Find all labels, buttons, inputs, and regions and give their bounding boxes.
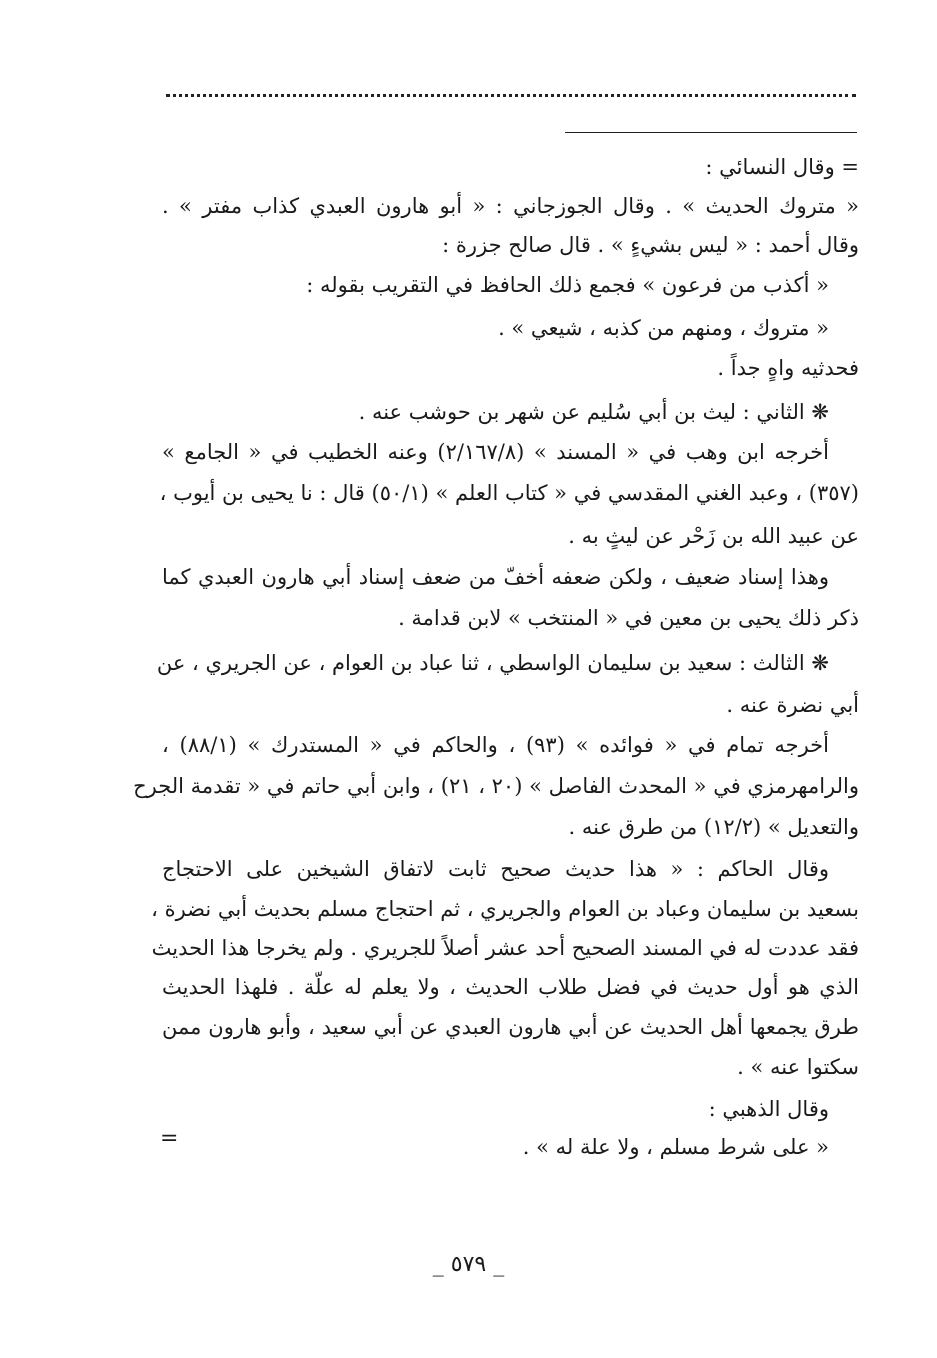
text-line: « متروك الحديث » . وقال الجوزجاني : « أبو هارون العبدي كذاب مفتر » . — [162, 194, 859, 218]
text-line: وقال الذهبي : — [708, 1097, 829, 1121]
text-line: سكتوا عنه » . — [737, 1055, 859, 1079]
text-line: ❋ الثالث : سعيد بن سليمان الواسطي ، ثنا عباد بن العوام ، عن الجريري ، عن — [156, 651, 829, 675]
text-line: (٣٥٧) ، وعبد الغني المقدسي في « كتاب العلم » (٥٠/١) قال : نا يحيى بن أيوب ، — [159, 481, 859, 505]
dotted-separator — [166, 80, 856, 97]
text-line: « أكذب من فرعون » فجمع ذلك الحافظ في التقريب بقوله : — [306, 273, 829, 297]
text-line: « متروك ، ومنهم من كذبه ، شيعي » . — [498, 316, 829, 340]
page-number: _ ٥٧٩ _ — [432, 1252, 505, 1277]
text-line: والرامهرمزي في « المحدث الفاصل » (٢٠ ، ٢١) ، وابن أبي حاتم في « تقدمة الجرح — [133, 774, 859, 798]
text-line: والتعديل » (١٢/٢) من طرق عنه . — [568, 815, 859, 839]
text-line: « على شرط مسلم ، ولا علة له » . — [522, 1135, 829, 1159]
text-line: وقال أحمد : « ليس بشيءٍ » . قال صالح جزرة : — [442, 233, 859, 257]
text-line: فحدثيه واهٍ جداً . — [717, 356, 859, 380]
text-line: الذي هو أول حديث في فضل طلاب الحديث ، ولا يعلم له علّة . فلهذا الحديث — [162, 975, 859, 999]
text-line: فقد عددت له في المسند الصحيح أحد عشر أصلاً للجريري . ولم يخرجا هذا الحديث — [151, 936, 859, 960]
text-line: وهذا إسناد ضعيف ، ولكن ضعفه أخفّ من ضعف إسناد أبي هارون العبدي كما — [162, 565, 829, 589]
text-line: أخرجه ابن وهب في « المسند » (٢/١٦٧/٨) وعنه الخطيب في « الجامع » — [162, 440, 829, 464]
continuation-mark: = — [160, 1126, 179, 1151]
text-line: ذكر ذلك يحيى بن معين في « المنتخب » لابن قدامة . — [398, 606, 859, 630]
text-line: بسعيد بن سليمان وعباد بن العوام والجريري ، ثم احتجاج مسلم بحديث أبي نضرة ، — [151, 897, 859, 921]
text-line: أخرجه تمام في « فوائده » (٩٣) ، والحاكم في « المستدرك » (٨٨/١) ، — [162, 733, 829, 757]
text-line: أبي نضرة عنه . — [726, 693, 859, 717]
text-line: وقال الحاكم : « هذا حديث صحيح ثابت لاتفاق الشيخين على الاحتجاج — [162, 857, 829, 881]
text-line: عن عبيد الله بن زَحْر عن ليثٍ به . — [568, 524, 859, 548]
text-line: طرق يجمعها أهل الحديث عن أبي هارون العبدي عن أبي سعيد ، وأبو هارون ممن — [162, 1015, 859, 1039]
text-line: ❋ الثاني : ليث بن أبي سُليم عن شهر بن حوشب عنه . — [358, 400, 829, 424]
footnote-rule — [565, 132, 857, 133]
text-line: = وقال النسائي : — [705, 155, 859, 179]
